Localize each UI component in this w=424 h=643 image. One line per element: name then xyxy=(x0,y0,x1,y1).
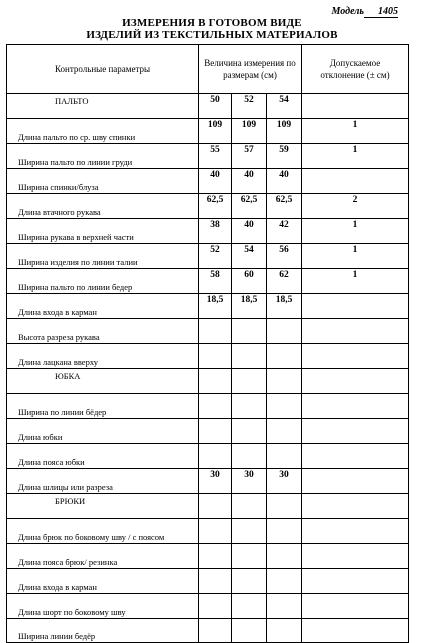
value-size-3-cell xyxy=(267,269,302,294)
tolerance-value: 1 xyxy=(352,220,358,230)
row-label-cell xyxy=(7,119,199,144)
header-tolerance-line2: отклонение (± см) xyxy=(320,70,390,80)
value-size-2-cell xyxy=(232,294,267,319)
model-label: Модель xyxy=(331,6,364,17)
value-size-3-cell xyxy=(267,419,302,444)
row-label: ПАЛЬТО xyxy=(55,96,89,106)
row-label-cell xyxy=(7,469,199,494)
header-params xyxy=(7,45,199,94)
row-label: Длина шлицы или разреза xyxy=(18,482,113,492)
header-tolerance xyxy=(302,45,409,94)
value-size-3-cell xyxy=(267,94,302,119)
row-label: Длина втачного рукава xyxy=(18,207,101,217)
value-size-1-cell xyxy=(199,619,232,643)
table-row xyxy=(7,194,409,219)
value-size-2-cell xyxy=(232,119,267,144)
tolerance-value-cell xyxy=(302,144,409,169)
table-row xyxy=(7,294,409,319)
row-label-cell xyxy=(7,594,199,619)
value-size-1-cell xyxy=(199,469,232,494)
value-size-2: 54 xyxy=(244,245,254,255)
row-label: Длина входа в карман xyxy=(18,582,97,592)
row-label-cell xyxy=(7,394,199,419)
header-params-text: Контрольные параметры xyxy=(54,64,151,74)
table-row xyxy=(7,519,409,544)
value-size-1-cell xyxy=(199,219,232,244)
table-row xyxy=(7,219,409,244)
value-size-2-cell xyxy=(232,269,267,294)
value-size-1: 62,5 xyxy=(206,195,224,205)
tolerance-value-cell xyxy=(302,619,409,643)
value-size-2-cell xyxy=(232,194,267,219)
tolerance-value: 1 xyxy=(352,270,358,280)
value-size-1-cell xyxy=(199,194,232,219)
tolerance-value-cell xyxy=(302,394,409,419)
row-label-cell xyxy=(7,169,199,194)
tolerance-value: 1 xyxy=(352,245,358,255)
table-header-row xyxy=(7,45,409,94)
row-label: Длина лацкана вверху xyxy=(18,357,98,367)
tolerance-value-cell xyxy=(302,444,409,469)
value-size-3-cell xyxy=(267,569,302,594)
value-size-3-cell xyxy=(267,519,302,544)
value-size-3-cell xyxy=(267,144,302,169)
row-label-cell xyxy=(7,494,199,519)
row-label-cell xyxy=(7,244,199,269)
row-label: Ширина пальто по линии груди xyxy=(18,157,133,167)
value-size-2: 52 xyxy=(244,95,254,105)
value-size-1-cell xyxy=(199,269,232,294)
value-size-2-cell xyxy=(232,219,267,244)
value-size-2: 62,5 xyxy=(240,195,258,205)
row-label-cell xyxy=(7,194,199,219)
table-row xyxy=(7,544,409,569)
row-label-cell xyxy=(7,369,199,394)
tolerance-value-cell xyxy=(302,544,409,569)
value-size-2-cell xyxy=(232,569,267,594)
value-size-3: 54 xyxy=(279,95,289,105)
row-label: Длина шорт по боковому шву xyxy=(18,607,126,617)
value-size-1-cell xyxy=(199,544,232,569)
row-label-cell xyxy=(7,569,199,594)
value-size-3-cell xyxy=(267,469,302,494)
value-size-3: 18,5 xyxy=(275,295,293,305)
tolerance-value-cell xyxy=(302,169,409,194)
value-size-2-cell xyxy=(232,94,267,119)
table-row xyxy=(7,444,409,469)
row-label-cell xyxy=(7,294,199,319)
value-size-3: 56 xyxy=(279,245,289,255)
value-size-1-cell xyxy=(199,569,232,594)
table-row xyxy=(7,419,409,444)
value-size-2-cell xyxy=(232,519,267,544)
table-body xyxy=(7,94,409,643)
row-label: Длина пояса брюк/ резинка xyxy=(18,557,118,567)
value-size-2-cell xyxy=(232,594,267,619)
value-size-3: 109 xyxy=(276,120,292,130)
tolerance-value-cell xyxy=(302,569,409,594)
value-size-3-cell xyxy=(267,194,302,219)
row-label: Ширина изделия по линии талии xyxy=(18,257,138,267)
value-size-1-cell xyxy=(199,444,232,469)
value-size-2-cell xyxy=(232,369,267,394)
row-label-cell xyxy=(7,544,199,569)
value-size-3-cell xyxy=(267,394,302,419)
table-row xyxy=(7,594,409,619)
table-row xyxy=(7,344,409,369)
row-label: Высота разреза рукава xyxy=(18,332,100,342)
value-size-3: 30 xyxy=(279,470,289,480)
value-size-2-cell xyxy=(232,319,267,344)
tolerance-value-cell xyxy=(302,194,409,219)
header-sizes xyxy=(199,45,302,94)
tolerance-value-cell xyxy=(302,119,409,144)
tolerance-value: 1 xyxy=(352,145,358,155)
value-size-3-cell xyxy=(267,544,302,569)
value-size-3-cell xyxy=(267,494,302,519)
tolerance-value-cell xyxy=(302,269,409,294)
value-size-3-cell xyxy=(267,169,302,194)
value-size-1: 30 xyxy=(210,470,220,480)
row-label-cell xyxy=(7,519,199,544)
row-label: БРЮКИ xyxy=(55,496,86,506)
row-label: Длина входа в карман xyxy=(18,307,97,317)
value-size-1: 50 xyxy=(210,95,220,105)
table-row xyxy=(7,94,409,119)
value-size-2: 40 xyxy=(244,170,254,180)
value-size-1: 18,5 xyxy=(206,295,224,305)
value-size-3-cell xyxy=(267,119,302,144)
value-size-3: 40 xyxy=(279,170,289,180)
document-title-line2: ИЗДЕЛИЙ ИЗ ТЕКСТИЛЬНЫХ МАТЕРИАЛОВ xyxy=(86,29,338,41)
table-row xyxy=(7,369,409,394)
value-size-2: 109 xyxy=(241,120,257,130)
value-size-2-cell xyxy=(232,419,267,444)
value-size-1-cell xyxy=(199,144,232,169)
table-row xyxy=(7,244,409,269)
document-title-line1: ИЗМЕРЕНИЯ В ГОТОВОМ ВИДЕ xyxy=(122,17,302,29)
tolerance-value-cell xyxy=(302,319,409,344)
value-size-3-cell xyxy=(267,594,302,619)
value-size-3: 62,5 xyxy=(275,195,293,205)
table-row xyxy=(7,569,409,594)
value-size-1-cell xyxy=(199,594,232,619)
table-row xyxy=(7,319,409,344)
value-size-2: 57 xyxy=(244,145,254,155)
row-label: Ширина спинки/блуза xyxy=(18,182,99,192)
value-size-3-cell xyxy=(267,294,302,319)
model-number-value: 1405 xyxy=(364,6,398,18)
value-size-2-cell xyxy=(232,394,267,419)
value-size-2: 30 xyxy=(244,470,254,480)
value-size-1-cell xyxy=(199,494,232,519)
value-size-3: 59 xyxy=(279,145,289,155)
model-number xyxy=(332,6,398,17)
table-row xyxy=(7,619,409,643)
row-label-cell xyxy=(7,619,199,643)
row-label: Длина пояса юбки xyxy=(18,457,85,467)
row-label: Длина брюк по боковому шву / с поясом xyxy=(18,532,165,542)
tolerance-value-cell xyxy=(302,344,409,369)
tolerance-value-cell xyxy=(302,594,409,619)
row-label-cell xyxy=(7,144,199,169)
value-size-1: 38 xyxy=(210,220,220,230)
tolerance-value: 2 xyxy=(352,195,358,205)
row-label-cell xyxy=(7,444,199,469)
table-row xyxy=(7,144,409,169)
value-size-1-cell xyxy=(199,244,232,269)
row-label: Ширина линии бедёр xyxy=(18,631,96,641)
measurements-table xyxy=(6,44,409,643)
tolerance-value-cell xyxy=(302,519,409,544)
value-size-1-cell xyxy=(199,369,232,394)
value-size-1-cell xyxy=(199,519,232,544)
row-label-cell xyxy=(7,419,199,444)
row-label-cell xyxy=(7,94,199,119)
row-label: Длина пальто по ср. шву спинки xyxy=(18,132,136,142)
value-size-1: 58 xyxy=(210,270,220,280)
row-label: Ширина пальто по линии бедер xyxy=(18,282,133,292)
value-size-2: 60 xyxy=(244,270,254,280)
value-size-1-cell xyxy=(199,294,232,319)
row-label: Длина юбки xyxy=(18,432,63,442)
value-size-2: 40 xyxy=(244,220,254,230)
header-sizes-line2: размерам (см) xyxy=(223,70,277,80)
table-row xyxy=(7,269,409,294)
table-row xyxy=(7,394,409,419)
value-size-3-cell xyxy=(267,344,302,369)
value-size-1-cell xyxy=(199,119,232,144)
row-label-cell xyxy=(7,269,199,294)
value-size-1: 109 xyxy=(207,120,223,130)
tolerance-value-cell xyxy=(302,244,409,269)
tolerance-value: 1 xyxy=(352,120,358,130)
row-label-cell xyxy=(7,219,199,244)
value-size-3-cell xyxy=(267,244,302,269)
value-size-1-cell xyxy=(199,169,232,194)
table-row xyxy=(7,119,409,144)
row-label: Ширина рукава в верхней части xyxy=(18,232,134,242)
value-size-3-cell xyxy=(267,369,302,394)
value-size-2-cell xyxy=(232,469,267,494)
tolerance-value-cell xyxy=(302,494,409,519)
value-size-1-cell xyxy=(199,94,232,119)
value-size-1: 55 xyxy=(210,145,220,155)
table-row xyxy=(7,494,409,519)
tolerance-value-cell xyxy=(302,469,409,494)
value-size-2-cell xyxy=(232,344,267,369)
tolerance-value-cell xyxy=(302,369,409,394)
value-size-1: 40 xyxy=(210,170,220,180)
value-size-3-cell xyxy=(267,219,302,244)
value-size-2-cell xyxy=(232,544,267,569)
value-size-1: 52 xyxy=(210,245,220,255)
value-size-2-cell xyxy=(232,244,267,269)
row-label-cell xyxy=(7,344,199,369)
tolerance-value-cell xyxy=(302,419,409,444)
value-size-1-cell xyxy=(199,419,232,444)
value-size-2-cell xyxy=(232,494,267,519)
value-size-2-cell xyxy=(232,619,267,643)
tolerance-value-cell xyxy=(302,294,409,319)
value-size-3-cell xyxy=(267,444,302,469)
value-size-1-cell xyxy=(199,394,232,419)
table-row xyxy=(7,169,409,194)
value-size-3-cell xyxy=(267,319,302,344)
value-size-2-cell xyxy=(232,444,267,469)
row-label: ЮБКА xyxy=(55,371,81,381)
value-size-2: 18,5 xyxy=(240,295,258,305)
tolerance-value-cell xyxy=(302,94,409,119)
table-row xyxy=(7,469,409,494)
value-size-2-cell xyxy=(232,144,267,169)
header-sizes-line1: Величина измерения по xyxy=(204,58,296,68)
row-label: Ширина по линии бёдер xyxy=(18,407,107,417)
value-size-1-cell xyxy=(199,319,232,344)
value-size-3: 42 xyxy=(279,220,289,230)
value-size-2-cell xyxy=(232,169,267,194)
row-label-cell xyxy=(7,319,199,344)
value-size-3: 62 xyxy=(279,270,289,280)
value-size-3-cell xyxy=(267,619,302,643)
tolerance-value-cell xyxy=(302,219,409,244)
value-size-1-cell xyxy=(199,344,232,369)
header-tolerance-line1: Допускаемое xyxy=(329,58,381,68)
